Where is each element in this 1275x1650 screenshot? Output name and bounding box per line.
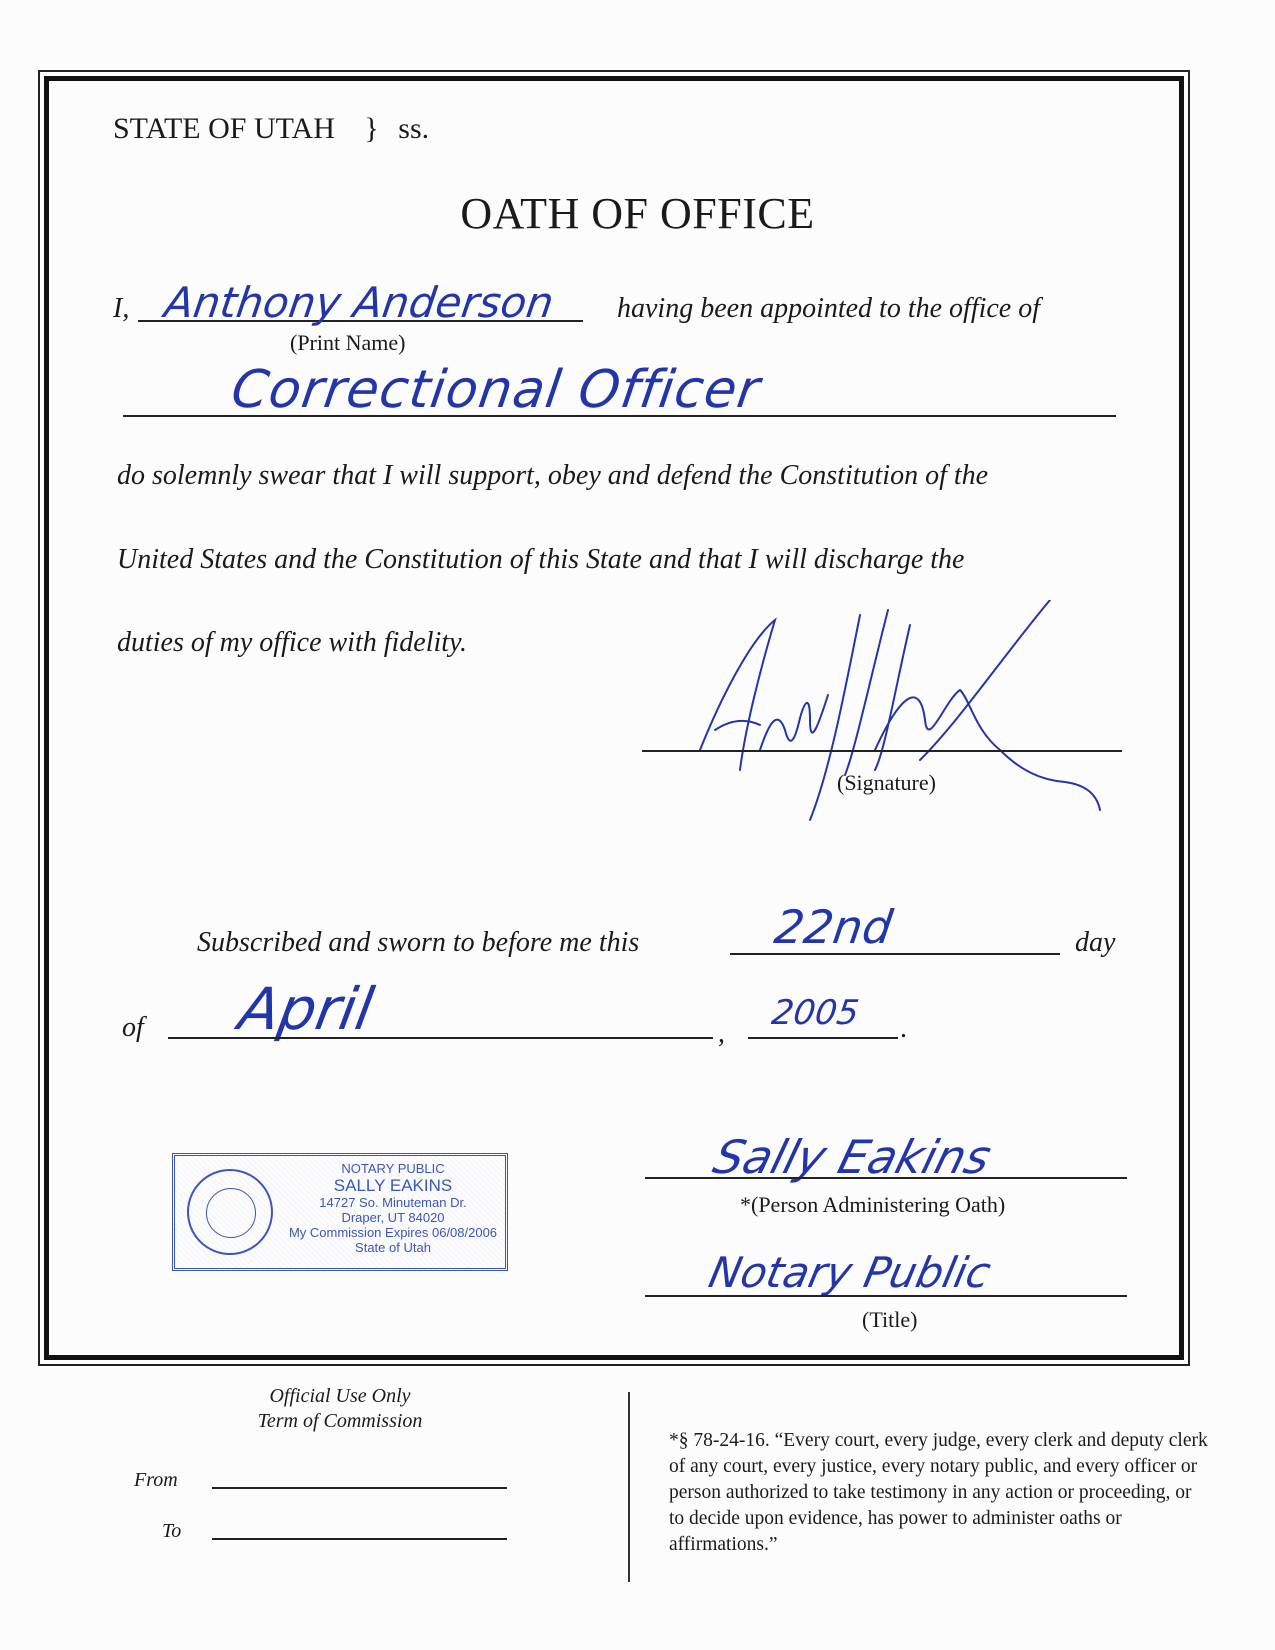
- i-label: I,: [113, 293, 130, 324]
- stamp-notary-public: NOTARY PUBLIC: [341, 1161, 445, 1176]
- office-line: [123, 415, 1116, 417]
- year-field[interactable]: 2005: [769, 993, 862, 1033]
- month-line: [168, 1037, 713, 1039]
- of-label: of: [122, 1012, 144, 1043]
- notary-stamp: [172, 1153, 508, 1271]
- statute-note: *§ 78-24-16. “Every court, every judge, every clerk and deputy clerk of any court, every justice, every notary public, and every officer or person authorized to take testimony in any action or proceeding, or to decide upon evidence, has power to administer oaths or affirmations.”: [669, 1430, 1208, 1555]
- to-field[interactable]: [212, 1538, 507, 1540]
- subscribed-text: Subscribed and sworn to before me this: [197, 927, 640, 958]
- oath-line-1: do solemnly swear that I will support, obey and defend the Constitution of the: [117, 460, 989, 491]
- administrator-line: [645, 1177, 1127, 1179]
- oath-line-2: United States and the Constitution of this State and that I will discharge the: [117, 544, 965, 575]
- month-field[interactable]: April: [234, 975, 379, 1043]
- term-heading: Term of Commission: [257, 1410, 423, 1432]
- ss-label: ss.: [398, 112, 430, 145]
- state-label: STATE OF UTAH: [113, 112, 335, 145]
- day-label: day: [1075, 927, 1116, 958]
- state-seal-icon: [187, 1169, 273, 1255]
- from-label: From: [134, 1469, 178, 1491]
- stamp-address-1: 14727 So. Minuteman Dr.: [319, 1195, 467, 1210]
- print-name-caption: (Print Name): [290, 330, 406, 355]
- signature-line: [642, 750, 1122, 752]
- document-title: OATH OF OFFICE: [460, 189, 815, 238]
- appointed-text: having been appointed to the office of: [617, 293, 1041, 324]
- official-use-heading: Official Use Only: [269, 1385, 411, 1407]
- administrator-signature: Sally Eakins: [707, 1130, 997, 1184]
- oath-line-3: duties of my office with fidelity.: [117, 627, 467, 658]
- stamp-state: State of Utah: [355, 1240, 431, 1255]
- vertical-divider: [628, 1392, 630, 1582]
- venue-brace: }: [364, 112, 379, 145]
- administrator-caption: *(Person Administering Oath): [740, 1192, 1006, 1217]
- title-line: [645, 1295, 1127, 1297]
- stamp-text: [281, 1161, 505, 1255]
- venue-line: [113, 112, 429, 146]
- period-mark: .: [900, 1013, 907, 1044]
- day-field[interactable]: 22nd: [771, 900, 896, 954]
- officer-signature: [660, 600, 1120, 840]
- from-field[interactable]: [212, 1487, 507, 1489]
- stamp-address-2: Draper, UT 84020: [341, 1210, 445, 1225]
- title-field[interactable]: Notary Public: [704, 1248, 996, 1297]
- signature-caption: (Signature): [837, 770, 936, 795]
- day-line: [730, 953, 1060, 955]
- year-line: [748, 1037, 898, 1039]
- to-label: To: [162, 1520, 182, 1542]
- title-caption: (Title): [862, 1307, 918, 1332]
- stamp-notary-name: SALLY EAKINS: [333, 1176, 453, 1195]
- stamp-commission: My Commission Expires 06/08/2006: [288, 1225, 498, 1240]
- comma-mark: ,: [718, 1018, 725, 1049]
- print-name-field[interactable]: Anthony Anderson: [161, 278, 557, 327]
- office-field[interactable]: Correctional Officer: [227, 360, 765, 420]
